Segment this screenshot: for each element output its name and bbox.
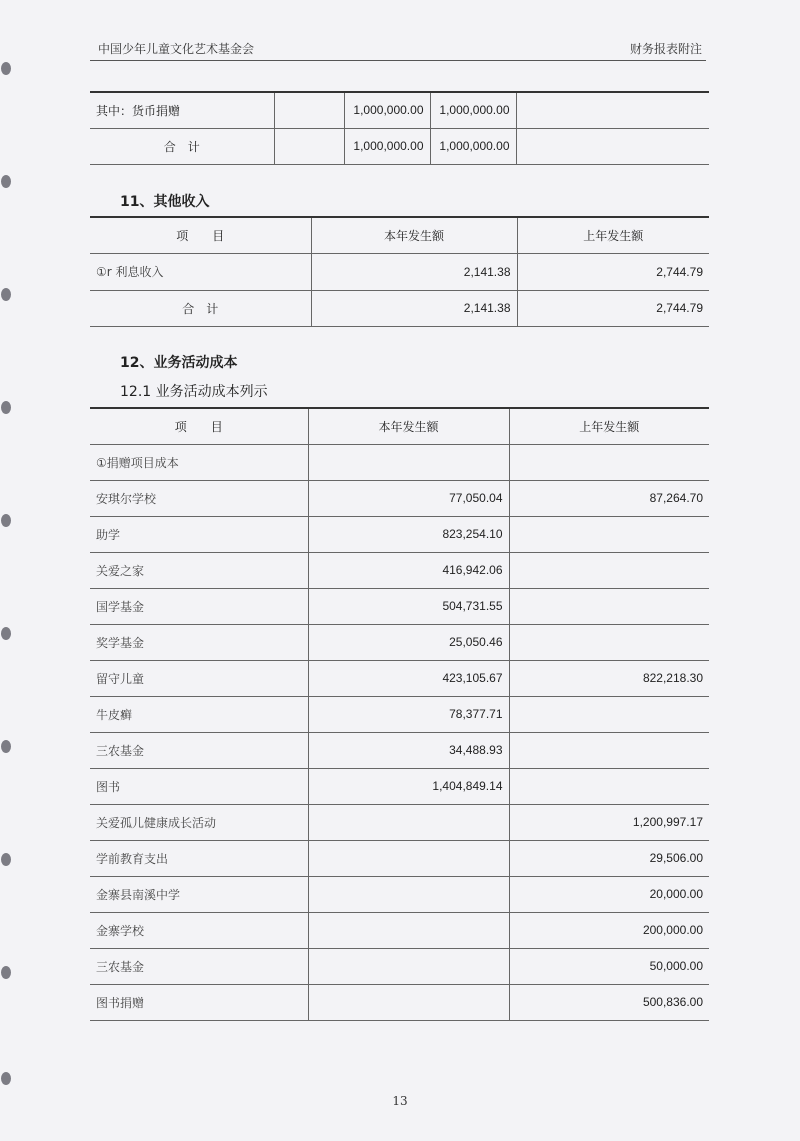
table-row	[90, 480, 709, 516]
section-11-title: 11、其他收入	[120, 194, 210, 210]
table-row	[90, 876, 709, 912]
row-label: 学前教育支出	[90, 840, 308, 876]
header-doc-section: 财务报表附注	[629, 42, 702, 56]
activity-cost-table	[90, 407, 709, 1021]
section-12-subtitle: 12.1 业务活动成本列示	[120, 384, 268, 400]
cell	[516, 128, 709, 164]
header-previous-year: 上年发生额	[517, 217, 709, 253]
cell-previous: 87,264.70	[509, 480, 709, 516]
table-row	[90, 984, 709, 1020]
cell-previous	[509, 732, 709, 768]
cell-current	[308, 444, 509, 480]
cell-previous	[509, 696, 709, 732]
cell-previous: 2,744.79	[517, 290, 709, 326]
cell-previous	[509, 624, 709, 660]
cell-previous: 20,000.00	[509, 876, 709, 912]
cell-current	[308, 840, 509, 876]
cell-previous: 2,744.79	[517, 253, 709, 290]
row-label: 三农基金	[90, 948, 308, 984]
table-row	[90, 696, 709, 732]
table-header-row	[90, 408, 709, 444]
cell-amount: 1,000,000.00	[430, 128, 516, 164]
header-current-year: 本年发生额	[308, 408, 509, 444]
binder-hole	[1, 627, 11, 640]
cell-previous: 29,506.00	[509, 840, 709, 876]
cell	[274, 92, 344, 128]
binder-hole	[1, 1072, 11, 1085]
row-label: 合 计	[90, 128, 274, 164]
cell-current	[308, 948, 509, 984]
table-row	[90, 624, 709, 660]
row-label: ①捐赠项目成本	[90, 444, 308, 480]
cell-previous: 822,218.30	[509, 660, 709, 696]
cell-previous: 1,200,997.17	[509, 804, 709, 840]
binder-hole	[1, 853, 11, 866]
cell-previous	[509, 552, 709, 588]
row-label: 奖学基金	[90, 624, 308, 660]
binder-hole	[1, 62, 11, 75]
cell-current	[308, 912, 509, 948]
cell-amount: 1,000,000.00	[344, 92, 430, 128]
cell-current: 423,105.67	[308, 660, 509, 696]
header-org-name: 中国少年儿童文化艺术基金会	[98, 42, 255, 56]
row-label: 其中：货币捐赠	[90, 92, 274, 128]
header-previous-year: 上年发生额	[509, 408, 709, 444]
table-row	[90, 768, 709, 804]
binder-hole	[1, 740, 11, 753]
table-row	[90, 516, 709, 552]
header-current-year: 本年发生额	[311, 217, 517, 253]
donation-table	[90, 91, 709, 165]
table-row	[90, 253, 709, 290]
table-row	[90, 444, 709, 480]
cell	[274, 128, 344, 164]
table-row	[90, 128, 709, 164]
table-row	[90, 92, 709, 128]
cell-current: 823,254.10	[308, 516, 509, 552]
row-label: 国学基金	[90, 588, 308, 624]
row-label: 金寨学校	[90, 912, 308, 948]
row-label: 图书捐赠	[90, 984, 308, 1020]
row-label: 关爱之家	[90, 552, 308, 588]
cell-current: 2,141.38	[311, 253, 517, 290]
row-label: 三农基金	[90, 732, 308, 768]
header-item: 项 目	[90, 217, 311, 253]
table-row	[90, 804, 709, 840]
cell-previous	[509, 768, 709, 804]
table-row	[90, 660, 709, 696]
row-label: 牛皮癣	[90, 696, 308, 732]
cell-current: 416,942.06	[308, 552, 509, 588]
row-label: ①r 利息收入	[90, 253, 311, 290]
table-row	[90, 552, 709, 588]
cell-current: 78,377.71	[308, 696, 509, 732]
header-item: 项 目	[90, 408, 308, 444]
cell-current: 2,141.38	[311, 290, 517, 326]
table-row	[90, 840, 709, 876]
table-header-row	[90, 217, 709, 253]
row-label: 安琪尔学校	[90, 480, 308, 516]
cell-current: 77,050.04	[308, 480, 509, 516]
cell-amount: 1,000,000.00	[344, 128, 430, 164]
table-row	[90, 912, 709, 948]
row-label: 关爱孤儿健康成长活动	[90, 804, 308, 840]
cell-previous: 50,000.00	[509, 948, 709, 984]
row-label: 助学	[90, 516, 308, 552]
binder-hole	[1, 514, 11, 527]
binder-hole	[1, 401, 11, 414]
cell-previous	[509, 516, 709, 552]
cell-current	[308, 804, 509, 840]
table-row	[90, 948, 709, 984]
binder-hole	[1, 966, 11, 979]
table-row	[90, 588, 709, 624]
cell-previous	[509, 444, 709, 480]
other-income-table	[90, 216, 709, 327]
cell-current	[308, 876, 509, 912]
table-row	[90, 290, 709, 326]
page-number: 13	[392, 1094, 408, 1108]
row-label: 金寨县南溪中学	[90, 876, 308, 912]
row-label: 合 计	[90, 290, 311, 326]
section-12-title: 12、业务活动成本	[120, 355, 238, 371]
cell-current: 1,404,849.14	[308, 768, 509, 804]
cell-current: 25,050.46	[308, 624, 509, 660]
cell-previous: 200,000.00	[509, 912, 709, 948]
binder-hole	[1, 288, 11, 301]
header-rule	[90, 60, 706, 61]
row-label: 图书	[90, 768, 308, 804]
cell-previous	[509, 588, 709, 624]
binder-hole	[1, 175, 11, 188]
cell-previous: 500,836.00	[509, 984, 709, 1020]
activity-cost-rows	[90, 444, 709, 1020]
cell-current: 504,731.55	[308, 588, 509, 624]
row-label: 留守儿童	[90, 660, 308, 696]
cell-current: 34,488.93	[308, 732, 509, 768]
cell-amount: 1,000,000.00	[430, 92, 516, 128]
cell	[516, 92, 709, 128]
cell-current	[308, 984, 509, 1020]
table-row	[90, 732, 709, 768]
